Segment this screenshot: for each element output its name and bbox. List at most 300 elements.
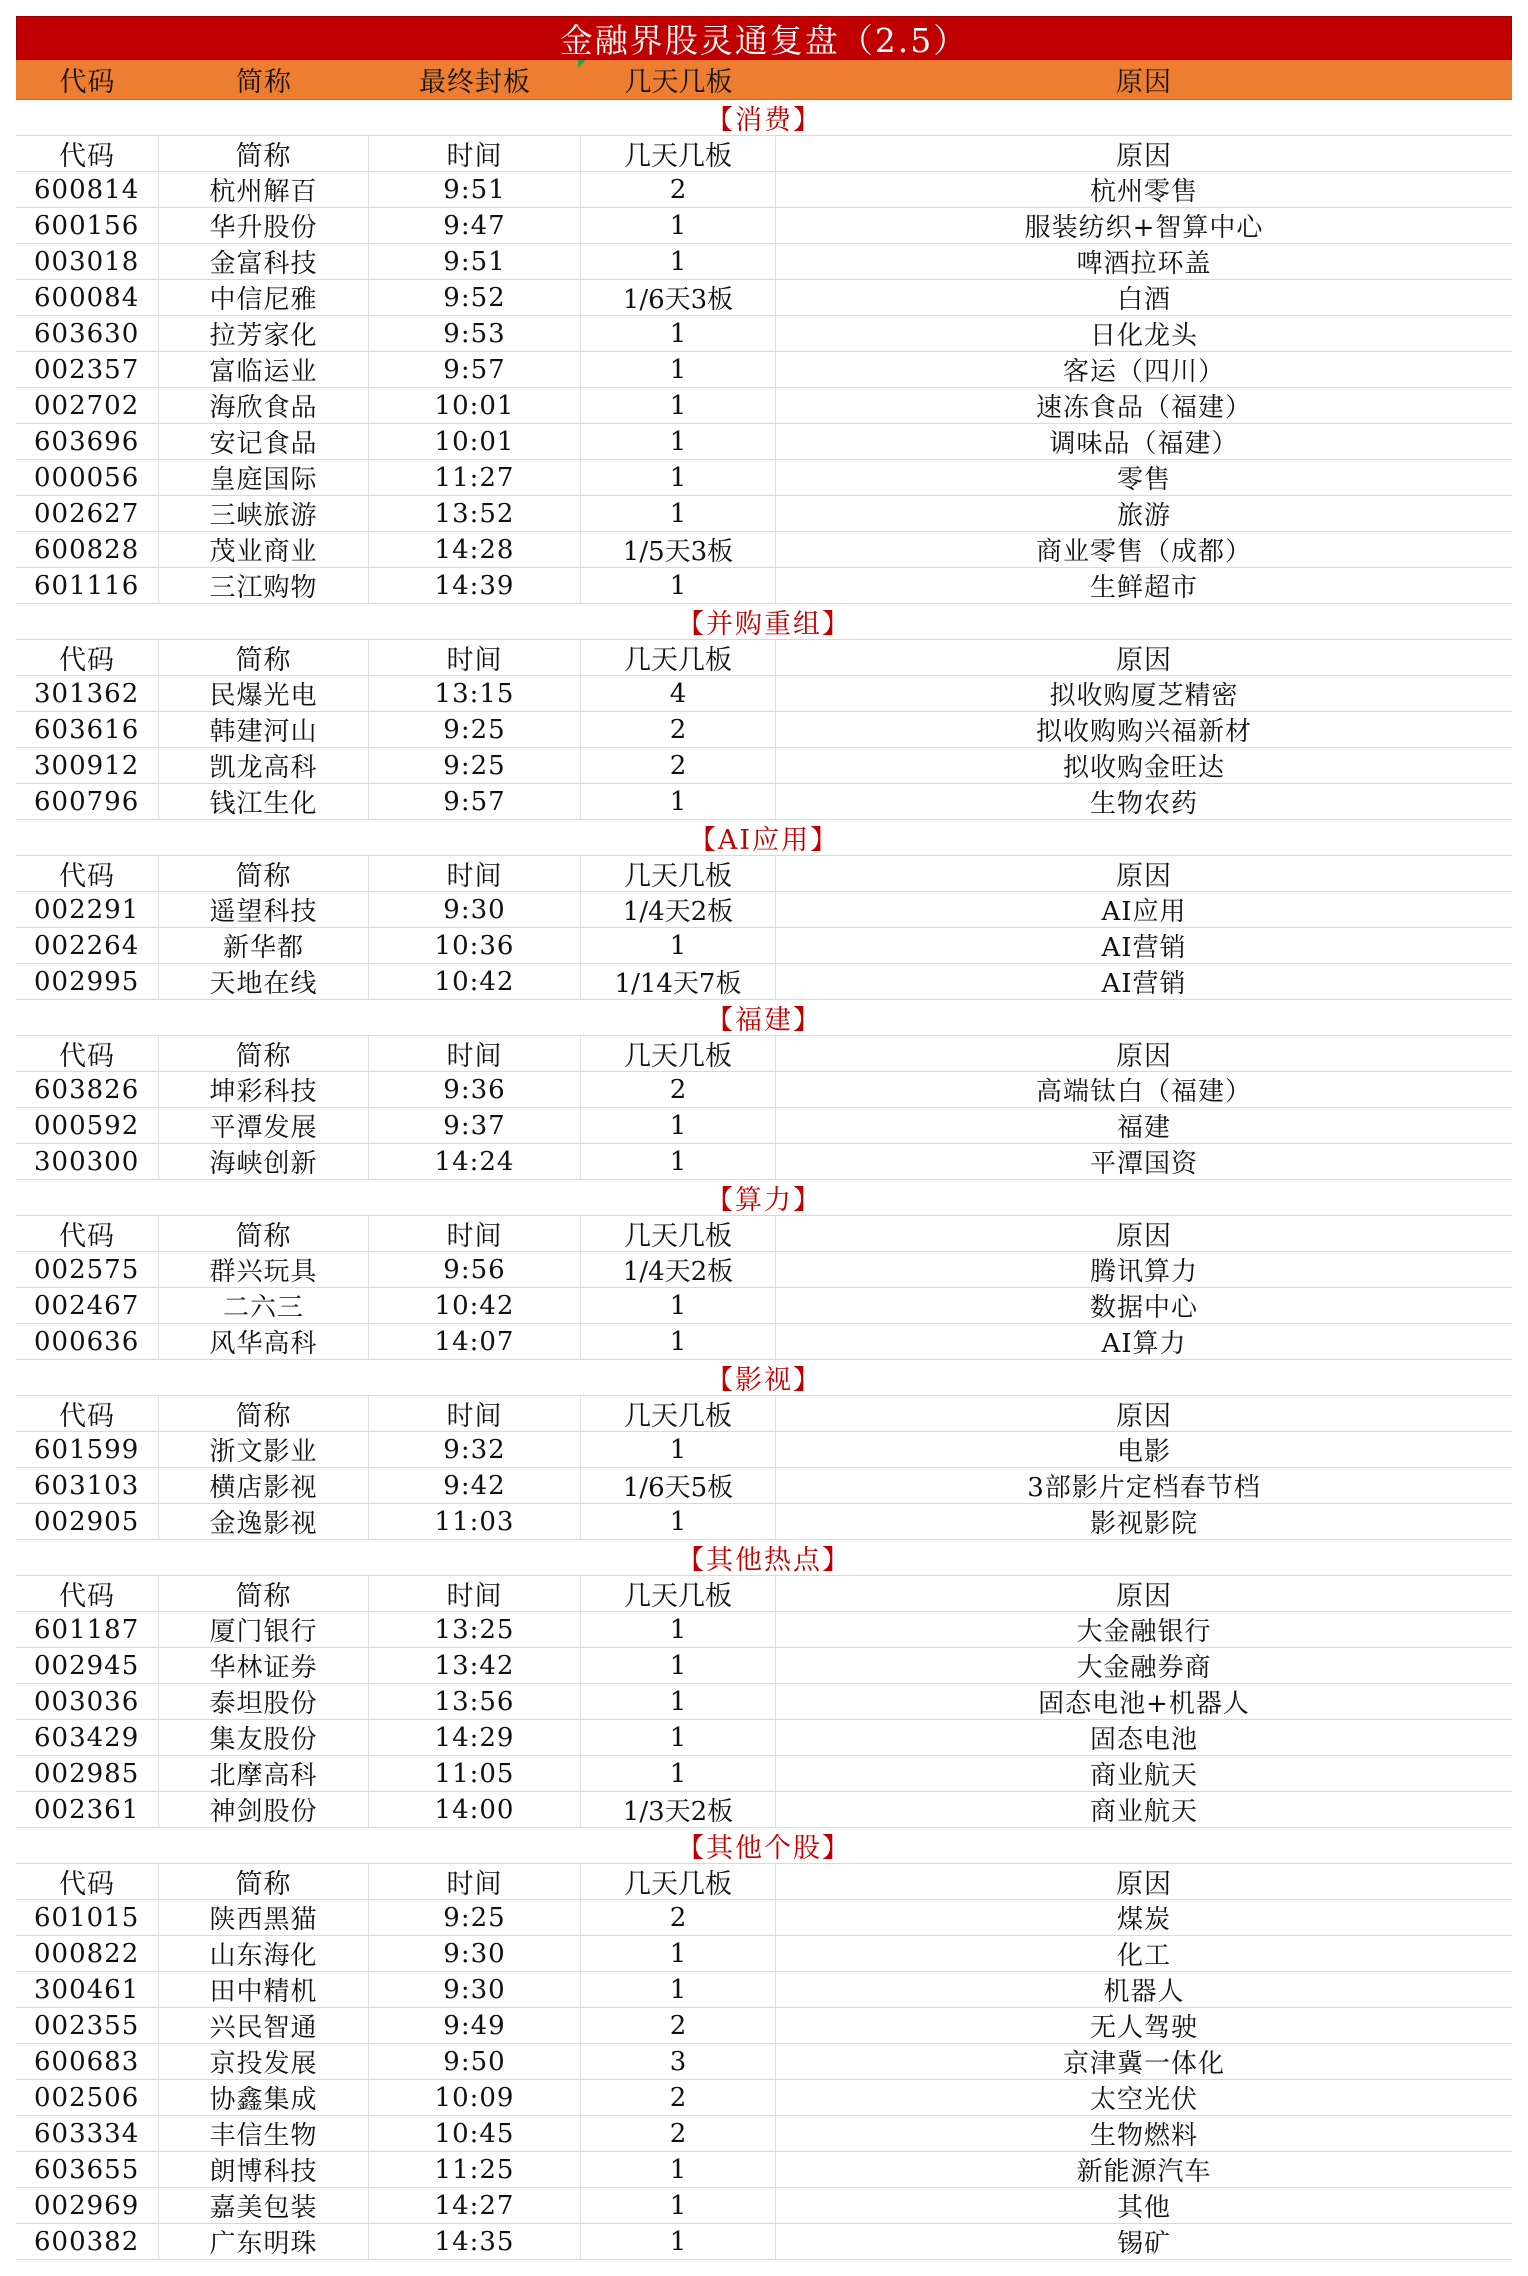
cell-code: 002905	[16, 1504, 159, 1539]
cell-reason: 福建	[1116, 1113, 1171, 1143]
subheader-cell: 几天几板	[581, 1864, 776, 1899]
cell-code: 603616	[16, 712, 159, 747]
cell-code: 002575	[16, 1252, 159, 1287]
table-body	[16, 100, 1512, 2260]
table-row	[16, 352, 1512, 388]
section-title: 【其他个股】	[16, 1828, 1512, 1864]
cell-time: 10:45	[369, 2116, 581, 2151]
cell-reason: 客运（四川）	[1062, 357, 1225, 387]
cell-name: 皇庭国际	[159, 460, 369, 495]
cell-code: 603696	[16, 424, 159, 459]
cell-days-boards: 1/6天3板	[581, 280, 776, 315]
cell-code: 603334	[16, 2116, 159, 2151]
cell-time: 9:53	[369, 316, 581, 351]
cell-time: 14:29	[369, 1720, 581, 1755]
subheader-cell: 原因	[1116, 1581, 1172, 1612]
cell-name: 拉芳家化	[159, 316, 369, 351]
table-row	[16, 1684, 1512, 1720]
cell-name: 泰坦股份	[159, 1684, 369, 1719]
subheader-cell: 代码	[16, 1216, 159, 1251]
cell-name: 海欣食品	[159, 388, 369, 423]
cell-time: 14:35	[369, 2224, 581, 2259]
cell-reason: 数据中心	[1089, 1293, 1198, 1323]
cell-days-boards: 1	[581, 208, 776, 243]
table-row	[16, 1612, 1512, 1648]
cell-days-boards: 1	[581, 388, 776, 423]
cell-days-boards: 2	[581, 172, 776, 207]
cell-reason: AI应用	[1101, 897, 1187, 927]
cell-days-boards: 1	[581, 2152, 776, 2187]
col-reason-header: 原因	[1116, 67, 1172, 98]
cell-code: 002702	[16, 388, 159, 423]
cell-days-boards: 1	[581, 1720, 776, 1755]
cell-name: 新华都	[159, 928, 369, 963]
cell-days-boards: 1	[581, 424, 776, 459]
table-row	[16, 172, 1512, 208]
cell-name: 二六三	[159, 1288, 369, 1323]
cell-days-boards: 1	[581, 784, 776, 819]
subheader-cell: 原因	[1116, 141, 1172, 172]
column-header-row	[16, 60, 1512, 100]
cell-days-boards: 1	[581, 928, 776, 963]
col-code-header: 代码	[59, 67, 116, 98]
cell-reason: 煤炭	[1116, 1905, 1171, 1935]
cell-days-boards: 1	[581, 1648, 776, 1683]
cell-days-boards: 1	[581, 1108, 776, 1143]
cell-name: 山东海化	[159, 1936, 369, 1971]
cell-days-boards: 1	[581, 496, 776, 531]
cell-name: 陕西黑猫	[159, 1900, 369, 1935]
cell-code: 301362	[16, 676, 159, 711]
subheader-cell: 简称	[159, 640, 369, 675]
section-header-row	[16, 1216, 1512, 1252]
cell-days-boards: 1/5天3板	[581, 532, 776, 567]
cell-code: 000056	[16, 460, 159, 495]
cell-reason: 平潭国资	[1089, 1149, 1198, 1179]
table-row	[16, 1432, 1512, 1468]
cell-reason: 零售	[1116, 465, 1171, 495]
table-row	[16, 1756, 1512, 1792]
cell-time: 14:39	[369, 568, 581, 603]
cell-reason: AI营销	[1101, 933, 1187, 963]
cell-time: 9:25	[369, 1900, 581, 1935]
cell-reason: 大金融券商	[1076, 1653, 1212, 1683]
subheader-cell: 几天几板	[581, 856, 776, 891]
cell-reason: 新能源汽车	[1076, 2157, 1212, 2187]
table-row	[16, 1900, 1512, 1936]
cell-days-boards: 1	[581, 1684, 776, 1719]
subheader-cell: 代码	[16, 856, 159, 891]
table-row	[16, 2008, 1512, 2044]
cell-code: 603429	[16, 1720, 159, 1755]
cell-code: 002291	[16, 892, 159, 927]
cell-days-boards: 1/4天2板	[581, 892, 776, 927]
subheader-cell: 简称	[159, 1036, 369, 1071]
table-row	[16, 1252, 1512, 1288]
cell-time: 9:25	[369, 712, 581, 747]
cell-reason: 商业航天	[1089, 1797, 1198, 1827]
cell-reason: 大金融银行	[1076, 1617, 1212, 1647]
cell-name: 韩建河山	[159, 712, 369, 747]
cell-reason: 拟收购金旺达	[1062, 753, 1225, 783]
cell-time: 10:09	[369, 2080, 581, 2115]
table-row	[16, 712, 1512, 748]
cell-code: 600796	[16, 784, 159, 819]
section-header-row	[16, 136, 1512, 172]
cell-name: 横店影视	[159, 1468, 369, 1503]
cell-reason: 旅游	[1116, 501, 1171, 531]
cell-name: 坤彩科技	[159, 1072, 369, 1107]
subheader-cell: 简称	[159, 856, 369, 891]
cell-code: 002995	[16, 964, 159, 999]
cell-time: 10:42	[369, 1288, 581, 1323]
section-header-row	[16, 856, 1512, 892]
cell-time: 11:05	[369, 1756, 581, 1791]
cell-name: 金逸影视	[159, 1504, 369, 1539]
cell-time: 10:01	[369, 388, 581, 423]
subheader-cell: 几天几板	[581, 1396, 776, 1431]
cell-reason: 生鲜超市	[1089, 573, 1198, 603]
subheader-cell: 简称	[159, 1576, 369, 1611]
cell-time: 9:47	[369, 208, 581, 243]
cell-reason: 固态电池+机器人	[1038, 1689, 1250, 1719]
subheader-cell: 时间	[369, 1396, 581, 1431]
subheader-cell: 简称	[159, 1864, 369, 1899]
cell-code: 600814	[16, 172, 159, 207]
cell-days-boards: 1	[581, 2188, 776, 2223]
cell-name: 三江购物	[159, 568, 369, 603]
cell-code: 002467	[16, 1288, 159, 1323]
cell-code: 603655	[16, 2152, 159, 2187]
cell-days-boards: 1	[581, 316, 776, 351]
cell-reason: 拟收购厦芝精密	[1049, 681, 1239, 711]
cell-time: 9:56	[369, 1252, 581, 1287]
cell-name: 广东明珠	[159, 2224, 369, 2259]
cell-time: 9:57	[369, 352, 581, 387]
cell-time: 9:51	[369, 172, 581, 207]
subheader-cell: 原因	[1116, 1041, 1172, 1072]
cell-time: 14:00	[369, 1792, 581, 1827]
section-title: 【AI应用】	[16, 820, 1512, 856]
subheader-cell: 时间	[369, 1576, 581, 1611]
cell-time: 14:27	[369, 2188, 581, 2223]
cell-time: 9:32	[369, 1432, 581, 1467]
cell-days-boards: 1/6天5板	[581, 1468, 776, 1503]
cell-days-boards: 1	[581, 1324, 776, 1359]
table-row	[16, 388, 1512, 424]
cell-days-boards: 4	[581, 676, 776, 711]
section-header-row	[16, 1036, 1512, 1072]
cell-days-boards: 2	[581, 2080, 776, 2115]
cell-reason: AI营销	[1101, 969, 1187, 999]
subheader-cell: 时间	[369, 856, 581, 891]
cell-time: 9:57	[369, 784, 581, 819]
table-row	[16, 892, 1512, 928]
cell-reason: AI算力	[1101, 1329, 1187, 1359]
cell-time: 13:15	[369, 676, 581, 711]
cell-name: 遥望科技	[159, 892, 369, 927]
cell-name: 华升股份	[159, 208, 369, 243]
cell-name: 厦门银行	[159, 1612, 369, 1647]
cell-reason: 拟收购购兴福新材	[1035, 717, 1252, 747]
cell-time: 9:30	[369, 1936, 581, 1971]
cell-time: 10:42	[369, 964, 581, 999]
cell-days-boards: 1	[581, 460, 776, 495]
cell-reason: 其他	[1116, 2193, 1171, 2223]
cell-days-boards: 1/14天7板	[581, 964, 776, 999]
subheader-cell: 代码	[16, 1576, 159, 1611]
table-row	[16, 2044, 1512, 2080]
cell-code: 002361	[16, 1792, 159, 1827]
cell-days-boards: 2	[581, 1072, 776, 1107]
cell-reason: 化工	[1116, 1941, 1171, 1971]
cell-time: 9:50	[369, 2044, 581, 2079]
section-header-row	[16, 640, 1512, 676]
cell-reason: 服装纺织+智算中心	[1024, 213, 1264, 243]
cell-name: 钱江生化	[159, 784, 369, 819]
section-title: 【福建】	[16, 1000, 1512, 1036]
cell-days-boards: 1/4天2板	[581, 1252, 776, 1287]
cell-code: 600084	[16, 280, 159, 315]
cell-name: 平潭发展	[159, 1108, 369, 1143]
cell-name: 协鑫集成	[159, 2080, 369, 2115]
cell-code: 603103	[16, 1468, 159, 1503]
table-row	[16, 496, 1512, 532]
col-final-seal-header: 最终封板	[419, 67, 531, 98]
subheader-cell: 简称	[159, 136, 369, 171]
subheader-cell: 时间	[369, 1036, 581, 1071]
table-row	[16, 1792, 1512, 1828]
subheader-cell: 简称	[159, 1396, 369, 1431]
subheader-cell: 原因	[1116, 645, 1172, 676]
table-row	[16, 1504, 1512, 1540]
cell-reason: 商业航天	[1089, 1761, 1198, 1791]
cell-name: 华林证券	[159, 1648, 369, 1683]
cell-name: 茂业商业	[159, 532, 369, 567]
table-row	[16, 1144, 1512, 1180]
cell-name: 京投发展	[159, 2044, 369, 2079]
cell-time: 14:28	[369, 532, 581, 567]
cell-comment-marker-icon	[578, 60, 586, 68]
cell-name: 集友股份	[159, 1720, 369, 1755]
cell-code: 601187	[16, 1612, 159, 1647]
cell-code: 002627	[16, 496, 159, 531]
cell-code: 002969	[16, 2188, 159, 2223]
table-row	[16, 2224, 1512, 2260]
cell-time: 10:01	[369, 424, 581, 459]
table-row	[16, 2080, 1512, 2116]
cell-days-boards: 1	[581, 1612, 776, 1647]
table-row	[16, 2116, 1512, 2152]
cell-reason: 杭州零售	[1089, 177, 1198, 207]
table-row	[16, 928, 1512, 964]
cell-code: 601116	[16, 568, 159, 603]
table-row	[16, 1072, 1512, 1108]
cell-days-boards: 1	[581, 2224, 776, 2259]
cell-name: 田中精机	[159, 1972, 369, 2007]
cell-time: 11:27	[369, 460, 581, 495]
cell-time: 10:36	[369, 928, 581, 963]
table-row	[16, 748, 1512, 784]
table-row	[16, 2188, 1512, 2224]
cell-name: 安记食品	[159, 424, 369, 459]
cell-reason: 机器人	[1103, 1977, 1185, 2007]
cell-reason: 生物燃料	[1089, 2121, 1198, 2151]
cell-code: 300912	[16, 748, 159, 783]
cell-name: 丰信生物	[159, 2116, 369, 2151]
cell-time: 9:25	[369, 748, 581, 783]
cell-code: 601015	[16, 1900, 159, 1935]
cell-time: 14:24	[369, 1144, 581, 1179]
cell-time: 9:52	[369, 280, 581, 315]
cell-time: 13:56	[369, 1684, 581, 1719]
cell-name: 中信尼雅	[159, 280, 369, 315]
subheader-cell: 原因	[1116, 861, 1172, 892]
cell-code: 600156	[16, 208, 159, 243]
subheader-cell: 原因	[1116, 1401, 1172, 1432]
cell-code: 002945	[16, 1648, 159, 1683]
cell-code: 000822	[16, 1936, 159, 1971]
cell-days-boards: 1	[581, 1288, 776, 1323]
table-row	[16, 316, 1512, 352]
cell-name: 杭州解百	[159, 172, 369, 207]
cell-time: 9:51	[369, 244, 581, 279]
cell-days-boards: 1	[581, 244, 776, 279]
cell-name: 民爆光电	[159, 676, 369, 711]
table-row	[16, 1108, 1512, 1144]
subheader-cell: 时间	[369, 640, 581, 675]
table-title: 金融界股灵通复盘（2.5）	[16, 16, 1512, 60]
col-days-boards-header: 几天几板	[624, 67, 733, 98]
cell-time: 11:03	[369, 1504, 581, 1539]
cell-reason: 日化龙头	[1089, 321, 1198, 351]
cell-days-boards: 1	[581, 1504, 776, 1539]
table-row	[16, 2152, 1512, 2188]
subheader-cell: 代码	[16, 136, 159, 171]
section-title: 【影视】	[16, 1360, 1512, 1396]
subheader-cell: 几天几板	[581, 1216, 776, 1251]
cell-reason: 高端钛白（福建）	[1035, 1077, 1252, 1107]
cell-time: 14:07	[369, 1324, 581, 1359]
subheader-cell: 代码	[16, 1396, 159, 1431]
cell-name: 天地在线	[159, 964, 369, 999]
table-row	[16, 208, 1512, 244]
section-header-row	[16, 1396, 1512, 1432]
cell-time: 13:25	[369, 1612, 581, 1647]
table-row	[16, 1936, 1512, 1972]
subheader-cell: 几天几板	[581, 1576, 776, 1611]
subheader-cell: 简称	[159, 1216, 369, 1251]
cell-days-boards: 2	[581, 2116, 776, 2151]
subheader-cell: 几天几板	[581, 136, 776, 171]
subheader-cell: 代码	[16, 640, 159, 675]
cell-code: 601599	[16, 1432, 159, 1467]
table-row	[16, 1324, 1512, 1360]
cell-name: 神剑股份	[159, 1792, 369, 1827]
subheader-cell: 代码	[16, 1864, 159, 1899]
cell-code: 600683	[16, 2044, 159, 2079]
table-row	[16, 1288, 1512, 1324]
cell-code: 000636	[16, 1324, 159, 1359]
table-row	[16, 424, 1512, 460]
cell-reason: 无人驾驶	[1089, 2013, 1198, 2043]
table-row	[16, 460, 1512, 496]
table-row	[16, 964, 1512, 1000]
cell-code: 600828	[16, 532, 159, 567]
col-name-header: 简称	[236, 67, 292, 98]
cell-name: 兴民智通	[159, 2008, 369, 2043]
table-row	[16, 676, 1512, 712]
cell-reason: 白酒	[1116, 285, 1171, 315]
cell-days-boards: 1/3天2板	[581, 1792, 776, 1827]
cell-code: 603826	[16, 1072, 159, 1107]
cell-name: 嘉美包装	[159, 2188, 369, 2223]
cell-reason: 固态电池	[1089, 1725, 1198, 1755]
cell-reason: 京津冀一体化	[1062, 2049, 1225, 2079]
cell-reason: 3部影片定档春节档	[1027, 1473, 1261, 1503]
cell-days-boards: 2	[581, 712, 776, 747]
cell-time: 13:52	[369, 496, 581, 531]
cell-reason: 商业零售（成都）	[1035, 537, 1252, 567]
cell-name: 群兴玩具	[159, 1252, 369, 1287]
cell-days-boards: 1	[581, 1936, 776, 1971]
cell-time: 13:42	[369, 1648, 581, 1683]
subheader-cell: 时间	[369, 1216, 581, 1251]
cell-name: 浙文影业	[159, 1432, 369, 1467]
cell-time: 9:30	[369, 892, 581, 927]
cell-code: 600382	[16, 2224, 159, 2259]
table-row	[16, 568, 1512, 604]
cell-reason: 调味品（福建）	[1049, 429, 1239, 459]
cell-code: 000592	[16, 1108, 159, 1143]
cell-code: 002355	[16, 2008, 159, 2043]
section-title: 【其他热点】	[16, 1540, 1512, 1576]
cell-name: 北摩高科	[159, 1756, 369, 1791]
cell-code: 003036	[16, 1684, 159, 1719]
cell-code: 002357	[16, 352, 159, 387]
cell-time: 9:42	[369, 1468, 581, 1503]
cell-name: 朗博科技	[159, 2152, 369, 2187]
cell-reason: 锡矿	[1116, 2229, 1171, 2259]
section-title: 【算力】	[16, 1180, 1512, 1216]
cell-code: 300461	[16, 1972, 159, 2007]
section-title: 【并购重组】	[16, 604, 1512, 640]
cell-time: 9:30	[369, 1972, 581, 2007]
cell-time: 11:25	[369, 2152, 581, 2187]
cell-days-boards: 2	[581, 748, 776, 783]
cell-days-boards: 1	[581, 1972, 776, 2007]
table-row	[16, 1720, 1512, 1756]
cell-days-boards: 1	[581, 352, 776, 387]
review-table	[16, 16, 1512, 2260]
cell-name: 三峡旅游	[159, 496, 369, 531]
cell-reason: 啤酒拉环盖	[1076, 249, 1212, 279]
cell-time: 9:36	[369, 1072, 581, 1107]
subheader-cell: 代码	[16, 1036, 159, 1071]
subheader-cell: 时间	[369, 136, 581, 171]
cell-code: 003018	[16, 244, 159, 279]
cell-name: 富临运业	[159, 352, 369, 387]
cell-days-boards: 3	[581, 2044, 776, 2079]
subheader-cell: 时间	[369, 1864, 581, 1899]
section-title: 【消费】	[16, 100, 1512, 136]
section-header-row	[16, 1864, 1512, 1900]
cell-name: 凯龙高科	[159, 748, 369, 783]
cell-reason: 腾讯算力	[1089, 1257, 1198, 1287]
cell-name: 风华高科	[159, 1324, 369, 1359]
table-row	[16, 280, 1512, 316]
table-row	[16, 244, 1512, 280]
